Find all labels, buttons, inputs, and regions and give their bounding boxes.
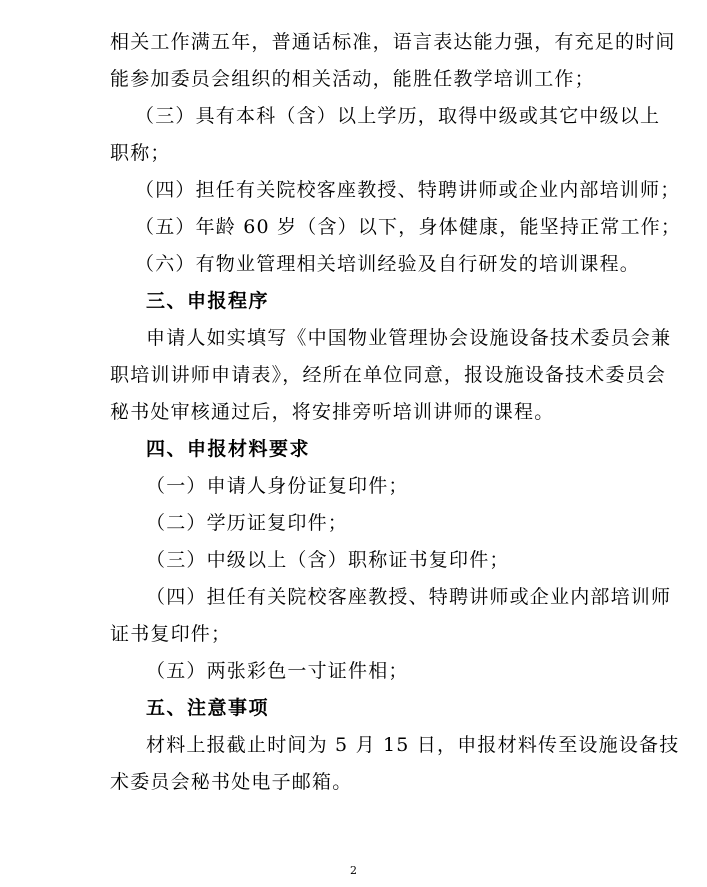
body-line-15: （三）中级以上（含）职称证书复印件； [146, 549, 510, 571]
body-line-5: （四）担任有关院校客座教授、特聘讲师或企业内部培训师； [135, 179, 681, 201]
body-line-16: （四）担任有关院校客座教授、特聘讲师或企业内部培训师 [146, 586, 672, 608]
body-line-6: （五）年龄 60 岁（含）以下，身体健康，能坚持正常工作； [135, 216, 682, 238]
body-line-18: （五）两张彩色一寸证件相； [146, 660, 409, 682]
body-line-7: （六）有物业管理相关培训经验及自行研发的培训课程。 [135, 253, 641, 275]
body-line-20: 材料上报截止时间为 5 月 15 日，申报材料传至设施设备技 [146, 734, 680, 756]
body-line-4: 职称； [110, 142, 171, 164]
body-line-11: 秘书处审核通过后，将安排旁听培训讲师的课程。 [110, 401, 555, 423]
body-line-13: （一）申请人身份证复印件； [146, 475, 409, 497]
body-line-9: 申请人如实填写《中国物业管理协会设施设备技术委员会兼 [146, 327, 672, 349]
body-line-10: 职培训讲师申请表》，经所在单位同意，报设施设备技术委员会 [110, 364, 667, 386]
body-line-1: 相关工作满五年，普通话标准，语言表达能力强，有充足的时间 [110, 31, 676, 53]
body-line-21: 术委员会秘书处电子邮箱。 [110, 771, 353, 793]
section-heading-4: 四、申报材料要求 [146, 438, 311, 460]
body-line-3: （三）具有本科（含）以上学历，取得中级或其它中级以上 [135, 105, 661, 127]
section-heading-3: 三、申报程序 [146, 290, 270, 312]
body-line-17: 证书复印件； [110, 623, 232, 645]
body-line-2: 能参加委员会组织的相关活动，能胜任教学培训工作； [110, 68, 595, 90]
body-line-14: （二）学历证复印件； [146, 512, 349, 534]
section-heading-5: 五、注意事项 [146, 697, 270, 719]
page-number: 2 [350, 864, 357, 877]
